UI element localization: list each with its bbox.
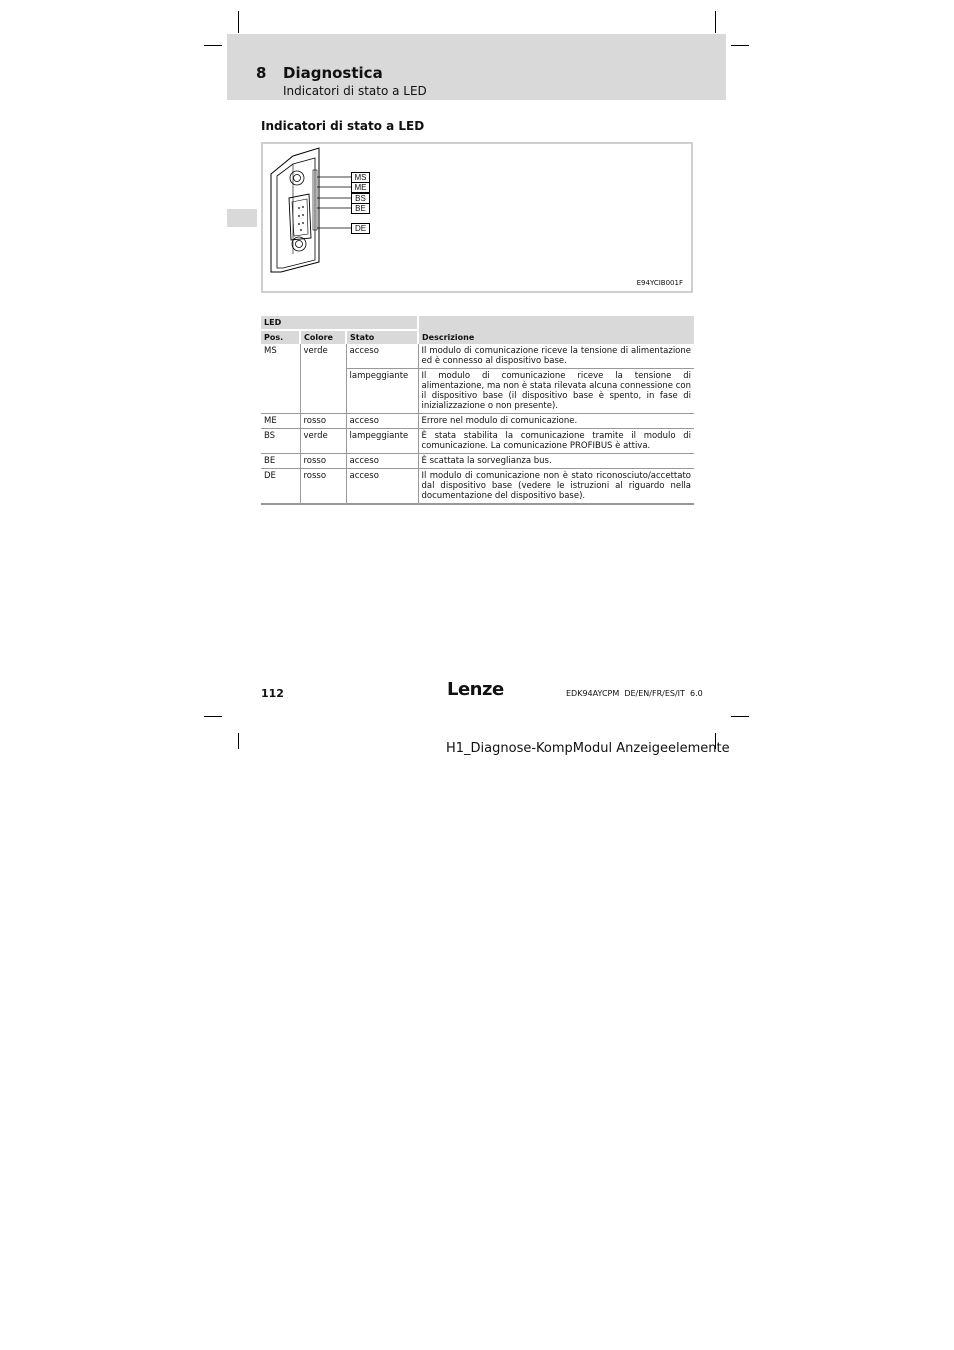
crop-mark bbox=[731, 45, 749, 46]
crop-mark bbox=[204, 45, 222, 46]
led-label-bs: BS bbox=[351, 193, 370, 204]
cell-stato: acceso bbox=[346, 414, 418, 429]
connector-drawing bbox=[263, 144, 363, 284]
header-colore: Colore bbox=[300, 330, 346, 344]
cell-pos: MS bbox=[261, 344, 300, 414]
cell-descrizione: È stata stabilita la comunicazione tramite il modulo di comunicazione. La comunicazione PROFIBUS è attiva. bbox=[418, 429, 694, 454]
cell-pos: BE bbox=[261, 454, 300, 469]
cell-stato: acceso bbox=[346, 469, 418, 505]
led-label-ms: MS bbox=[351, 172, 370, 183]
chapter-title: Diagnostica bbox=[283, 64, 383, 82]
cell-colore: rosso bbox=[300, 454, 346, 469]
cell-pos: DE bbox=[261, 469, 300, 505]
cell-descrizione: Il modulo di comunicazione riceve la tensione di alimentazione ed è connesso al dispositivo base. bbox=[418, 344, 694, 369]
cell-descrizione: Il modulo di comunicazione riceve la tensione di alimentazione, ma non è stata rilevata alcuna connessione con il dispositivo base (il dispositivo base è spento, in fase di inizializzazione o non presente). bbox=[418, 369, 694, 414]
cell-descrizione: Errore nel modulo di comunicazione. bbox=[418, 414, 694, 429]
cell-stato: acceso bbox=[346, 344, 418, 369]
cell-pos: BS bbox=[261, 429, 300, 454]
cell-colore: verde bbox=[300, 344, 346, 414]
cell-stato: acceso bbox=[346, 454, 418, 469]
figure-code: E94YCIB001F bbox=[636, 279, 683, 287]
cell-stato: lampeggiante bbox=[346, 429, 418, 454]
led-label-de: DE bbox=[351, 223, 370, 234]
bottom-caption: H1_Diagnose-KompModul Anzeigeelemente bbox=[446, 741, 730, 756]
led-label-be: BE bbox=[351, 203, 370, 214]
table-row bbox=[261, 344, 694, 369]
crop-mark bbox=[731, 716, 749, 717]
table-row bbox=[261, 454, 694, 469]
header-pos: Pos. bbox=[261, 330, 300, 344]
led-label-me: ME bbox=[351, 182, 370, 193]
crop-mark bbox=[715, 11, 716, 33]
cell-colore: rosso bbox=[300, 414, 346, 429]
table-row bbox=[261, 429, 694, 454]
led-status-table bbox=[261, 316, 694, 505]
table-group-header: LED bbox=[261, 316, 418, 330]
cell-descrizione: Il modulo di comunicazione non è stato riconosciuto/accettato dal dispositivo base (vedere le istruzioni al riguardo nella documentazione del dispositivo base). bbox=[418, 469, 694, 505]
section-title: Indicatori di stato a LED bbox=[261, 119, 425, 133]
cell-descrizione: È scattata la sorveglianza bus. bbox=[418, 454, 694, 469]
crop-mark bbox=[204, 716, 222, 717]
cell-colore: rosso bbox=[300, 469, 346, 505]
crop-mark bbox=[238, 11, 239, 33]
brand-logo: Lenze bbox=[447, 679, 504, 700]
table-row bbox=[261, 414, 694, 429]
crop-mark bbox=[238, 733, 239, 749]
header-stato: Stato bbox=[346, 330, 418, 344]
cell-stato: lampeggiante bbox=[346, 369, 418, 414]
table-row bbox=[261, 469, 694, 505]
cell-pos: ME bbox=[261, 414, 300, 429]
page-number: 112 bbox=[261, 687, 284, 700]
cell-colore: verde bbox=[300, 429, 346, 454]
header-descrizione: Descrizione bbox=[418, 316, 694, 344]
led-figure bbox=[261, 142, 693, 293]
document-id: EDK94AYCPM DE/EN/FR/ES/IT 6.0 bbox=[566, 689, 703, 698]
chapter-number: 8 bbox=[256, 64, 267, 82]
chapter-subtitle: Indicatori di stato a LED bbox=[283, 84, 427, 98]
side-tab-marker bbox=[227, 209, 257, 227]
